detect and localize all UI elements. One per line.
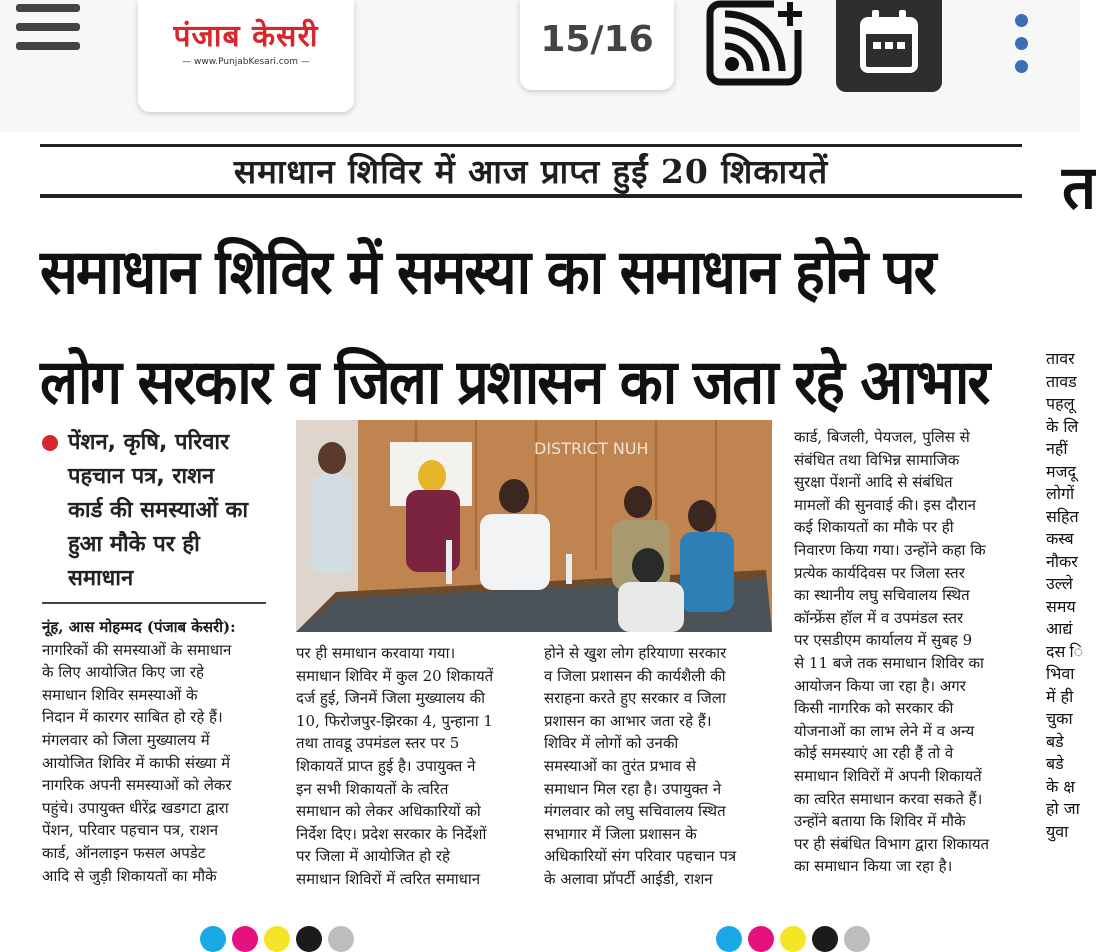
adjacent-text-line: उल्ले xyxy=(1046,574,1073,593)
newspaper-page[interactable] xyxy=(0,134,1096,952)
adjacent-text-line: के लि xyxy=(1046,416,1079,436)
column-line: समाधान शिविरों में अपनी शिकायतें xyxy=(794,766,982,785)
adjacent-text-line: तावड xyxy=(1046,371,1077,391)
registration-dot xyxy=(748,926,774,952)
calendar-icon[interactable] xyxy=(836,0,942,92)
registration-dot xyxy=(200,926,226,952)
column-line: नागरिक अपनी समस्याओं को लेकर xyxy=(42,776,232,795)
registration-dot xyxy=(780,926,806,952)
column-line: सभागार में जिला प्रशासन के xyxy=(544,824,697,843)
photo-sign: DISTRICT NUH xyxy=(534,439,649,458)
registration-dot xyxy=(812,926,838,952)
column-line: आदि से जुड़ी शिकायतों का मौके xyxy=(42,866,217,885)
column-line: समाधान को लेकर अधिकारियों को xyxy=(296,802,481,821)
adjacent-text-line: में ही xyxy=(1046,686,1074,706)
rss-add-icon[interactable] xyxy=(704,0,808,88)
headline-line-2: लोग सरकार व जिला प्रशासन का जता रहे आभार xyxy=(40,346,989,419)
column-line: पर एसडीएम कार्यालय में सुबह 9 xyxy=(794,631,973,650)
page-indicator-button[interactable] xyxy=(520,0,674,90)
registration-dot xyxy=(844,926,870,952)
registration-dot xyxy=(328,926,354,952)
column-line: व जिला प्रशासन की कार्यशैली की xyxy=(544,666,726,685)
subdeck-rule xyxy=(42,602,266,604)
registration-dot xyxy=(264,926,290,952)
red-bullet-icon xyxy=(42,435,58,451)
registration-dot xyxy=(716,926,742,952)
logo-title: पंजाब केसरी xyxy=(173,19,319,54)
adjacent-text-line: आद्यं xyxy=(1046,619,1073,638)
top-rule xyxy=(40,144,1022,147)
subdeck-line: हुआ मौके पर ही xyxy=(68,532,200,557)
column-line: का त्वरित समाधान करवा सकते हैं। xyxy=(794,789,983,808)
article-column-3 xyxy=(544,642,772,912)
column-line: इन सभी शिकायतों के त्वरित xyxy=(296,779,449,798)
column-line: दर्ज हुई, जिनमें जिला मुख्यालय की xyxy=(296,689,486,708)
column-line: संबंधित तथा विभिन्न सामाजिक xyxy=(794,450,960,469)
column-line: कॉन्फ्रेंस हॉल में व उपमंडल स्तर xyxy=(794,608,964,627)
column-line: समस्याओं का तुरंत प्रभाव से xyxy=(544,756,697,775)
adjacent-text-line: चुका xyxy=(1046,709,1073,728)
column-line: मामलों की सुनवाई की। इस दौरान xyxy=(794,495,976,514)
subdeck-line: कार्ड की समस्याओं का xyxy=(68,498,249,523)
subdeck-line: पहचान पत्र, राशन xyxy=(68,464,215,489)
app-bar xyxy=(0,0,1080,132)
column-line: कोई समस्याएं आ रही हैं तो वे xyxy=(794,744,954,763)
registration-marks xyxy=(0,918,1080,952)
column-line: का समाधान किया जा रहा है। xyxy=(794,857,953,876)
column-line: नागरिकों की समस्याओं के समाधान xyxy=(42,640,232,659)
adjacent-text-line: समय xyxy=(1046,596,1076,616)
article-headline xyxy=(40,218,1030,438)
article-photo[interactable] xyxy=(296,420,772,632)
logo-url: — www.PunjabKesari.com — xyxy=(182,57,310,67)
column-line: से 11 बजे तक समाधान शिविर का xyxy=(794,653,984,672)
adjacent-text-line: युवा xyxy=(1046,821,1069,841)
column-line: कार्ड, बिजली, पेयजल, पुलिस से xyxy=(794,428,970,446)
column-line: कार्ड, ऑनलाइन फसल अपडेट xyxy=(42,843,206,862)
column-line: पर जिला में आयोजित हो रहे xyxy=(296,847,450,866)
adjacent-headline-fragment: त xyxy=(1062,153,1096,223)
subdeck-line: पेंशन, कृषि, परिवार xyxy=(68,430,230,455)
column-line: योजनाओं का लाभ लेने में व अन्य xyxy=(794,721,975,740)
adjacent-text-line: तावर xyxy=(1046,349,1075,368)
adjacent-text-line: बडे xyxy=(1046,754,1064,773)
more-vertical-icon[interactable] xyxy=(1004,14,1038,84)
column-line: समाधान शिविर समस्याओं के xyxy=(42,685,198,704)
column-line: शिकायतें प्राप्त हुई है। उपायुक्त ने xyxy=(296,756,476,775)
adjacent-text-line: बडे xyxy=(1046,731,1064,751)
subdeck-line: समाधान xyxy=(68,566,134,591)
adjacent-text-line: के क्ष xyxy=(1046,776,1075,796)
column-line: प्रशासन का आभार जता रहे हैं। xyxy=(544,711,712,730)
registration-dot xyxy=(232,926,258,952)
article-kicker: समाधान शिविर में आज प्राप्त हुईं 20 शिकायतें xyxy=(233,152,829,191)
column-line: पहुंचे। उपायुक्त धीरेंद्र खडगटा द्वारा xyxy=(42,798,229,817)
column-line: सराहना करते हुए सरकार व जिला xyxy=(544,689,726,708)
column-line: समाधान शिविरों में त्वरित समाधान xyxy=(296,869,481,888)
column-line: पेंशन, परिवार पहचान पत्र, राशन xyxy=(42,821,219,840)
column-line: के अलावा प्रॉपर्टी आईडी, राशन xyxy=(544,869,713,888)
article-subdeck xyxy=(42,426,266,596)
column-line: मंगलवार को जिला मुख्यालय में xyxy=(42,730,210,749)
adjacent-text-line: लोगों xyxy=(1046,484,1075,503)
headline-line-1: समाधान शिविर में समस्या का समाधान होने पर xyxy=(40,236,935,309)
column-line: प्रत्येक कार्यदिवस पर जिला स्तर xyxy=(794,563,965,582)
column-line: सुरक्षा पेंशनों आदि से संबंधित xyxy=(794,473,953,492)
column-line: समाधान मिल रहा है। उपायुक्त ने xyxy=(544,779,722,798)
column-line: 10, फिरोजपुर-झिरका 4, पुन्हाना 1 xyxy=(296,711,493,730)
kicker-rule xyxy=(40,194,1022,198)
adjacent-text-line: भिवा xyxy=(1046,664,1075,683)
adjacent-text-line: नौकर xyxy=(1046,551,1078,571)
adjacent-text-line: नहीं xyxy=(1046,439,1068,458)
column-line: निवारण किया गया। उन्होंने कहा कि xyxy=(794,540,986,559)
adjacent-text-fragment xyxy=(1046,348,1083,843)
adjacent-text-line: हो जा xyxy=(1046,799,1080,818)
hamburger-menu-icon[interactable] xyxy=(16,4,80,60)
article-column-2 xyxy=(296,642,528,912)
adjacent-text-line: कस्ब xyxy=(1046,529,1074,548)
adjacent-article-strip xyxy=(1040,134,1096,952)
column-line: होने से खुश लोग हरियाणा सरकार xyxy=(544,644,727,662)
column-line: शिविर में लोगों को उनकी xyxy=(544,734,679,753)
publisher-logo[interactable] xyxy=(138,0,354,112)
column-line: समाधान शिविर में कुल 20 शिकायतें xyxy=(296,666,494,685)
adjacent-text-line: दस ि xyxy=(1046,641,1084,661)
column-line: का स्थानीय लघु सचिवालय स्थित xyxy=(794,586,970,605)
column-line: आयोजित शिविर में काफी संख्या में xyxy=(42,753,231,772)
column-line: मंगलवार को लघु सचिवालय स्थित xyxy=(544,802,726,821)
column-line: निर्देश दिए। प्रदेश सरकार के निर्देशों xyxy=(296,824,487,843)
column-line: नूंह, आस मोहम्मद (पंजाब केसरी): xyxy=(42,618,236,636)
column-line: उन्होंने बताया कि शिविर में मौके xyxy=(794,812,966,831)
article-column-1 xyxy=(42,616,272,906)
adjacent-text-line: पहलू xyxy=(1046,394,1075,413)
column-line: कई शिकायतों का मौके पर ही xyxy=(794,518,954,537)
adjacent-text-line: मजदू xyxy=(1046,461,1076,481)
adjacent-text-line: सहित xyxy=(1046,506,1079,526)
column-line: के लिए आयोजित किए जा रहे xyxy=(42,663,205,682)
column-line: पर ही संबंधित विभाग द्वारा शिकायत xyxy=(794,834,990,853)
column-line: किसी नागरिक को सरकार की xyxy=(794,699,954,718)
registration-dot xyxy=(296,926,322,952)
page-indicator: 15/16 xyxy=(540,19,654,60)
column-line: अधिकारियों संग परिवार पहचान पत्र xyxy=(544,847,737,866)
column-line: तथा तावडू उपमंडल स्तर पर 5 xyxy=(296,734,460,753)
article-column-4 xyxy=(794,426,1024,912)
column-line: पर ही समाधान करवाया गया। xyxy=(296,644,456,662)
column-line: निदान में कारगर साबित हो रहे हैं। xyxy=(42,708,223,727)
column-line: आयोजन किया जा रहा है। अगर xyxy=(794,676,966,695)
